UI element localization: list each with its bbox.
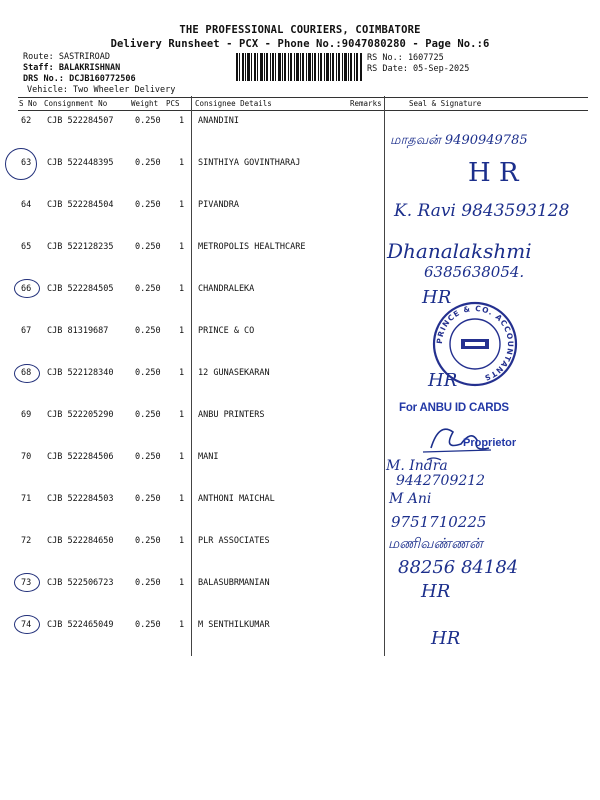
row-pcs: 1: [179, 242, 185, 252]
row-pcs: 1: [179, 578, 185, 588]
drs-value: DCJB160772506: [69, 74, 136, 84]
row-sno: 62: [21, 116, 32, 126]
row-consignment: CJB 522284506: [47, 452, 114, 462]
signature-row-71-phone: 9751710225: [391, 513, 487, 531]
row-weight: 0.250: [135, 326, 161, 336]
row-consignee: PIVANDRA: [198, 200, 239, 210]
col-consignment-header: Consignment No: [44, 99, 108, 108]
row-sno: 66: [21, 284, 32, 294]
row-consignee: M SENTHILKUMAR: [198, 620, 270, 630]
row-weight: 0.250: [135, 242, 161, 252]
row-sno: 63: [21, 158, 32, 168]
signature-row-74: HR: [431, 628, 461, 649]
signature-row-72-name: மணிவண்ணன்: [388, 536, 483, 552]
signature-row-70-phone: 9442709212: [396, 473, 486, 489]
row-pcs: 1: [179, 536, 185, 546]
signature-row-72-phone: 88256 84184: [398, 557, 519, 578]
row-sno: 65: [21, 242, 32, 252]
signature-row-66: HR: [422, 287, 452, 308]
row-consignee: BALASUBRMANIAN: [198, 578, 270, 588]
row-pcs: 1: [179, 452, 185, 462]
signature-row-73: HR: [421, 581, 451, 602]
row-sno: 67: [21, 326, 32, 336]
row-consignment: CJB 522205290: [47, 410, 114, 420]
table-row: [0, 620, 600, 640]
row-consignment: CJB 522128340: [47, 368, 114, 378]
row-consignment: CJB 522284650: [47, 536, 114, 546]
row-consignee: MANI: [198, 452, 219, 462]
staff-value: BALAKRISHNAN: [58, 63, 121, 73]
signature-row-62: மாதவன் 9490949785: [390, 133, 528, 148]
rs-number: RS No.: 1607725: [367, 53, 444, 63]
row-66-circle-mark: [14, 279, 40, 298]
row-sno: 70: [21, 452, 32, 462]
row-pcs: 1: [179, 116, 185, 126]
table-row: [0, 536, 600, 556]
row-consignee: PRINCE & CO: [198, 326, 255, 336]
prince-and-co-seal-stamp: [431, 300, 519, 388]
row-consignment: CJB 522448395: [47, 158, 114, 168]
row-68-circle-mark: [14, 364, 40, 383]
route-line: Route: SASTRIROAD: [23, 52, 111, 62]
row-74-circle-mark: [14, 615, 40, 634]
row-consignment: CJB 522284504: [47, 200, 114, 210]
row-consignee: ANBU PRINTERS: [198, 410, 265, 420]
row-weight: 0.250: [135, 578, 161, 588]
row-consignee: METROPOLIS HEALTHCARE: [198, 242, 306, 252]
table-row: [0, 494, 600, 514]
row-pcs: 1: [179, 494, 185, 504]
row-consignment: CJB 522128235: [47, 242, 114, 252]
col-remarks-header: Remarks: [350, 99, 382, 108]
row-73-circle-mark: [14, 573, 40, 592]
row-consignment: CJB 81319687: [47, 326, 109, 336]
header-top-rule: [18, 97, 588, 98]
row-pcs: 1: [179, 410, 185, 420]
barcode-image: [236, 53, 362, 81]
row-pcs: 1: [179, 368, 185, 378]
svg-text:PRINCE & CO. ACCOUNTANTS: PRINCE & CO. ACCOUNTANTS: [434, 303, 516, 383]
row-weight: 0.250: [135, 620, 161, 630]
signature-row-70-name: M. Indra: [386, 458, 448, 474]
runsheet-subtitle: Delivery Runsheet - PCX - Phone No.:9047080280 - Page No.:6: [110, 38, 490, 50]
row-weight: 0.250: [135, 158, 161, 168]
signature-row-63: H R: [468, 158, 519, 188]
row-weight: 0.250: [135, 452, 161, 462]
signature-row-65-phone: 6385638054.: [424, 263, 525, 281]
row-sno: 64: [21, 200, 32, 210]
row-consignee: ANANDINI: [198, 116, 239, 126]
row-consignment: CJB 522465049: [47, 620, 114, 630]
anbu-stamp-title: For ANBU ID CARDS: [399, 402, 509, 414]
route-value: SASTRIROAD: [58, 52, 111, 62]
row-weight: 0.250: [135, 410, 161, 420]
row-pcs: 1: [179, 620, 185, 630]
row-pcs: 1: [179, 284, 185, 294]
row-consignee: PLR ASSOCIATES: [198, 536, 270, 546]
row-consignee: ANTHONI MAICHAL: [198, 494, 275, 504]
row-sno: 72: [21, 536, 32, 546]
row-pcs: 1: [179, 200, 185, 210]
row-weight: 0.250: [135, 284, 161, 294]
drs-line: DRS No.: DCJB160772506: [23, 74, 136, 84]
row-consignee: CHANDRALEKA: [198, 284, 255, 294]
row-consignee: SINTHIYA GOVINTHARAJ: [198, 158, 301, 168]
row-weight: 0.250: [135, 368, 161, 378]
row-consignment: CJB 522284505: [47, 284, 114, 294]
col-seal-header: Seal & Signature: [409, 99, 482, 108]
row-weight: 0.250: [135, 494, 161, 504]
row-weight: 0.250: [135, 536, 161, 546]
signature-row-65-name: Dhanalakshmi: [387, 239, 532, 263]
anbu-stamp-proprietor: Proprietor: [463, 437, 517, 449]
table-row: [0, 578, 600, 598]
company-title: THE PROFESSIONAL COURIERS, COIMBATORE: [179, 24, 421, 36]
signature-row-64: K. Ravi 9843593128: [394, 201, 570, 221]
header-bottom-rule: [18, 110, 588, 111]
col-consignee-header: Consignee Details: [195, 99, 272, 108]
row-pcs: 1: [179, 326, 185, 336]
col-weight-header: Weight: [131, 99, 159, 108]
col-sno-header: S No: [19, 99, 38, 108]
staff-line: Staff: BALAKRISHNAN: [23, 63, 121, 73]
row-sno: 73: [21, 578, 32, 588]
row-sno: 68: [21, 368, 32, 378]
row-sno: 74: [21, 620, 32, 630]
row-pcs: 1: [179, 158, 185, 168]
row-consignee: 12 GUNASEKARAN: [198, 368, 270, 378]
row-sno: 69: [21, 410, 32, 420]
signature-row-71-name: M Ani: [389, 491, 432, 507]
row-weight: 0.250: [135, 116, 161, 126]
rs-date: RS Date: 05-Sep-2025: [367, 64, 470, 74]
col-pcs-header: PCS: [166, 99, 180, 108]
row-weight: 0.250: [135, 200, 161, 210]
row-consignment: CJB 522284507: [47, 116, 114, 126]
row-63-circle-mark: [5, 148, 37, 180]
vehicle-line: Vehicle: Two Wheeler Delivery: [27, 85, 176, 95]
row-consignment: CJB 522284503: [47, 494, 114, 504]
row-sno: 71: [21, 494, 32, 504]
signature-row-68: HR: [428, 370, 458, 391]
row-consignment: CJB 522506723: [47, 578, 114, 588]
